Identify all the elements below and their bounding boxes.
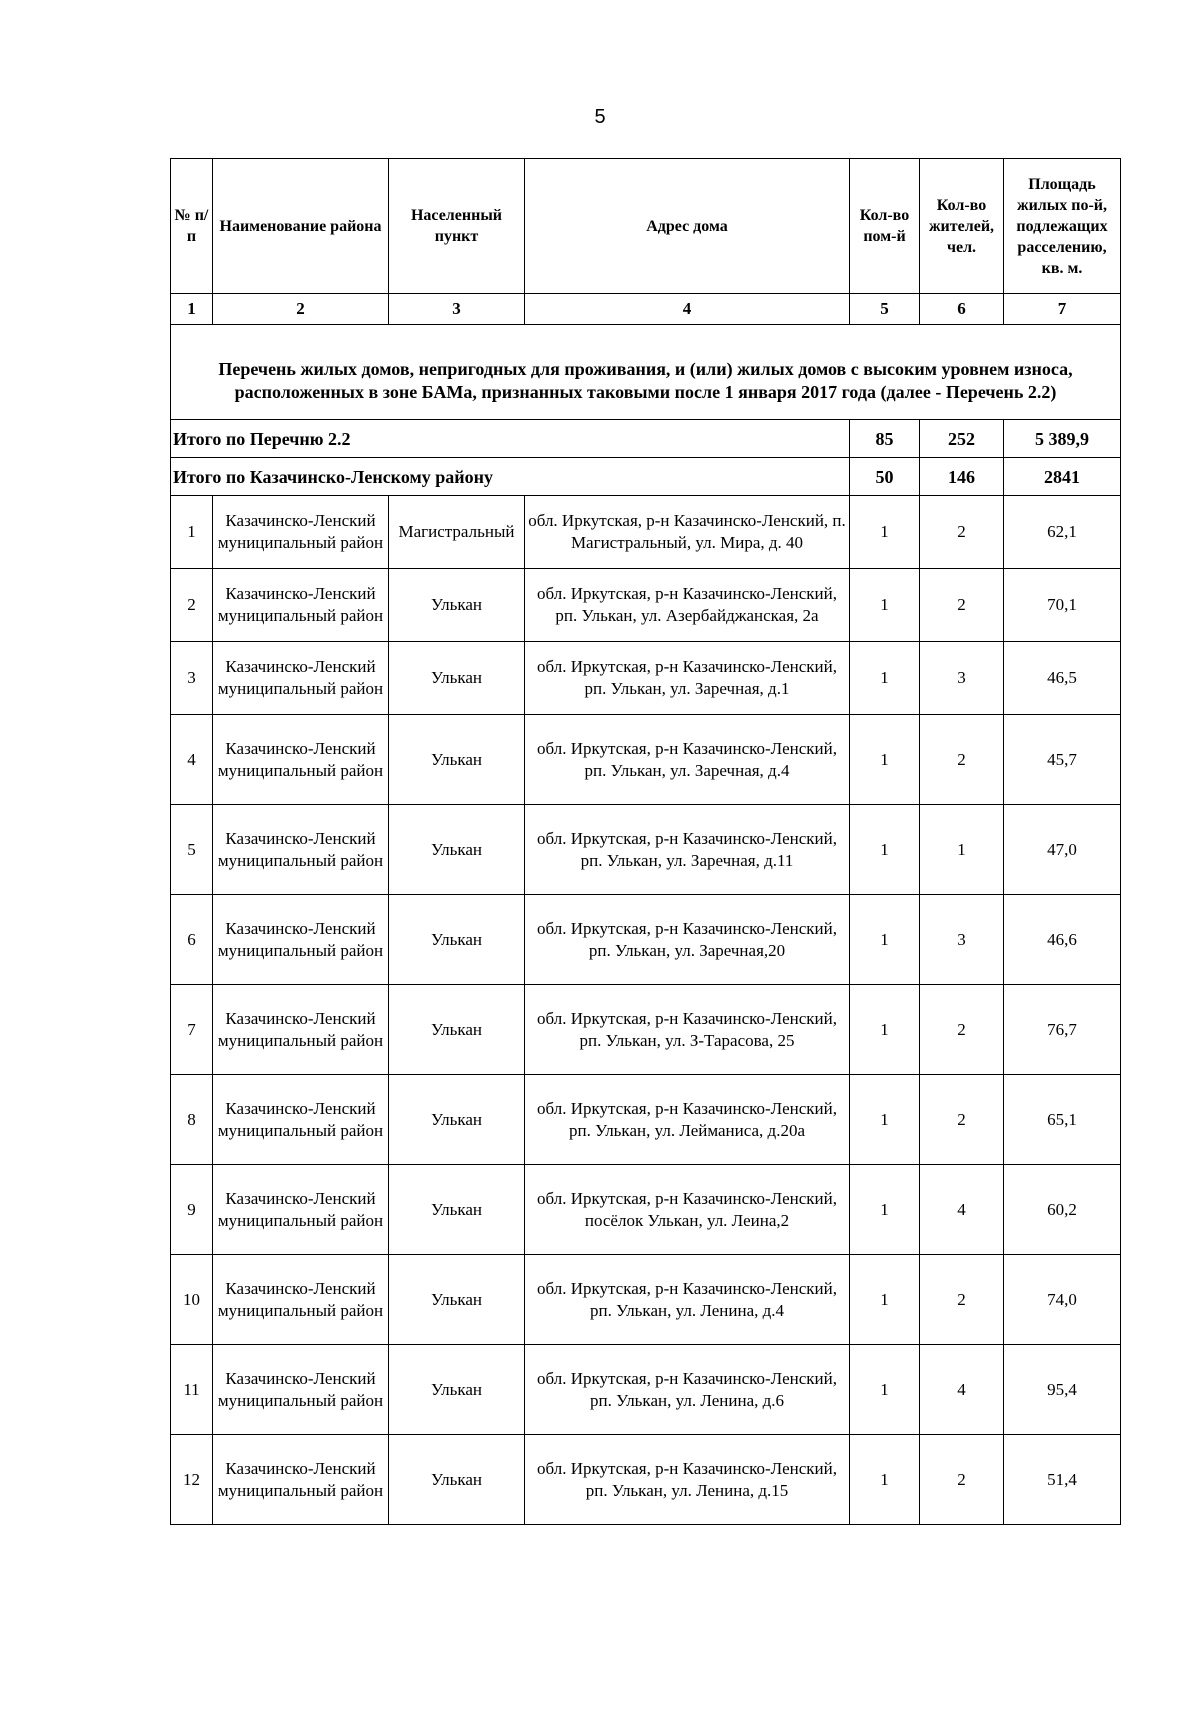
cell-address: обл. Иркутская, р-н Казачинско-Ленский, посёлок Улькан, ул. Леина,2 xyxy=(525,1165,850,1255)
cell-settlement: Улькан xyxy=(389,1345,525,1435)
cell-address: обл. Иркутская, р-н Казачинско-Ленский, рп. Улькан, ул. Азербайджанская, 2а xyxy=(525,569,850,642)
total-list-row xyxy=(171,420,1121,458)
cell-residents: 1 xyxy=(920,805,1004,895)
page-number: 5 xyxy=(594,106,606,128)
cell-area: 51,4 xyxy=(1004,1435,1121,1525)
column-number: 6 xyxy=(920,294,1004,325)
cell-settlement: Улькан xyxy=(389,1075,525,1165)
cell-residents: 2 xyxy=(920,496,1004,569)
cell-rooms: 1 xyxy=(850,1075,920,1165)
cell-num: 12 xyxy=(171,1435,213,1525)
column-numbers-row xyxy=(171,294,1121,325)
cell-num: 3 xyxy=(171,642,213,715)
cell-rooms: 1 xyxy=(850,1435,920,1525)
cell-rooms: 1 xyxy=(850,1345,920,1435)
table-row xyxy=(171,895,1121,985)
total-district-residents: 146 xyxy=(920,458,1004,496)
cell-rooms: 1 xyxy=(850,715,920,805)
cell-area: 62,1 xyxy=(1004,496,1121,569)
cell-rooms: 1 xyxy=(850,642,920,715)
table-row xyxy=(171,642,1121,715)
header-settlement: Населенный пункт xyxy=(389,159,525,294)
cell-residents: 2 xyxy=(920,1435,1004,1525)
cell-residents: 4 xyxy=(920,1165,1004,1255)
header-residents: Кол-во жителей, чел. xyxy=(920,159,1004,294)
cell-settlement: Улькан xyxy=(389,1165,525,1255)
cell-district: Казачинско-Ленский муниципальный район xyxy=(213,1255,389,1345)
cell-area: 70,1 xyxy=(1004,569,1121,642)
cell-residents: 4 xyxy=(920,1345,1004,1435)
cell-area: 65,1 xyxy=(1004,1075,1121,1165)
cell-settlement: Улькан xyxy=(389,895,525,985)
total-district-area: 2841 xyxy=(1004,458,1121,496)
cell-address: обл. Иркутская, р-н Казачинско-Ленский, рп. Улькан, ул. Заречная,20 xyxy=(525,895,850,985)
cell-district: Казачинско-Ленский муниципальный район xyxy=(213,805,389,895)
cell-num: 9 xyxy=(171,1165,213,1255)
cell-district: Казачинско-Ленский муниципальный район xyxy=(213,569,389,642)
cell-rooms: 1 xyxy=(850,496,920,569)
cell-rooms: 1 xyxy=(850,1165,920,1255)
cell-num: 1 xyxy=(171,496,213,569)
header-district: Наименование района xyxy=(213,159,389,294)
cell-rooms: 1 xyxy=(850,1255,920,1345)
cell-settlement: Улькан xyxy=(389,569,525,642)
cell-residents: 3 xyxy=(920,895,1004,985)
cell-settlement: Улькан xyxy=(389,1255,525,1345)
cell-residents: 2 xyxy=(920,715,1004,805)
cell-address: обл. Иркутская, р-н Казачинско-Ленский, рп. Улькан, ул. Ленина, д.15 xyxy=(525,1435,850,1525)
table-header-row xyxy=(171,159,1121,294)
total-district-row xyxy=(171,458,1121,496)
cell-rooms: 1 xyxy=(850,805,920,895)
table-row xyxy=(171,569,1121,642)
cell-district: Казачинско-Ленский муниципальный район xyxy=(213,1165,389,1255)
cell-rooms: 1 xyxy=(850,569,920,642)
column-number: 7 xyxy=(1004,294,1121,325)
cell-num: 6 xyxy=(171,895,213,985)
cell-num: 10 xyxy=(171,1255,213,1345)
header-address: Адрес дома xyxy=(525,159,850,294)
cell-address: обл. Иркутская, р-н Казачинско-Ленский, рп. Улькан, ул. З-Тарасова, 25 xyxy=(525,985,850,1075)
cell-address: обл. Иркутская, р-н Казачинско-Ленский, рп. Улькан, ул. Заречная, д.4 xyxy=(525,715,850,805)
total-list-label: Итого по Перечню 2.2 xyxy=(171,420,850,458)
cell-address: обл. Иркутская, р-н Казачинско-Ленский, рп. Улькан, ул. Заречная, д.1 xyxy=(525,642,850,715)
table-row xyxy=(171,1255,1121,1345)
column-number: 5 xyxy=(850,294,920,325)
cell-district: Казачинско-Ленский муниципальный район xyxy=(213,715,389,805)
spacer-cell xyxy=(171,325,1121,344)
column-number: 3 xyxy=(389,294,525,325)
cell-district: Казачинско-Ленский муниципальный район xyxy=(213,895,389,985)
total-district-rooms: 50 xyxy=(850,458,920,496)
cell-num: 4 xyxy=(171,715,213,805)
cell-residents: 3 xyxy=(920,642,1004,715)
cell-area: 60,2 xyxy=(1004,1165,1121,1255)
housing-register-table xyxy=(170,158,1121,1525)
cell-district: Казачинско-Ленский муниципальный район xyxy=(213,1345,389,1435)
cell-settlement: Улькан xyxy=(389,1435,525,1525)
table-row xyxy=(171,1435,1121,1525)
column-number: 4 xyxy=(525,294,850,325)
table-row xyxy=(171,1345,1121,1435)
table-row xyxy=(171,805,1121,895)
section-title-row xyxy=(171,343,1121,420)
total-list-residents: 252 xyxy=(920,420,1004,458)
column-number: 2 xyxy=(213,294,389,325)
cell-num: 11 xyxy=(171,1345,213,1435)
cell-area: 95,4 xyxy=(1004,1345,1121,1435)
cell-num: 5 xyxy=(171,805,213,895)
cell-address: обл. Иркутская, р-н Казачинско-Ленский, рп. Улькан, ул. Ленина, д.6 xyxy=(525,1345,850,1435)
header-area: Площадь жилых по-й, подлежащих расселению, кв. м. xyxy=(1004,159,1121,294)
cell-area: 47,0 xyxy=(1004,805,1121,895)
total-list-rooms: 85 xyxy=(850,420,920,458)
table-body xyxy=(171,159,1121,1525)
table-row xyxy=(171,496,1121,569)
cell-rooms: 1 xyxy=(850,985,920,1075)
table-row xyxy=(171,715,1121,805)
total-district-label: Итого по Казачинско-Ленскому району xyxy=(171,458,850,496)
cell-residents: 2 xyxy=(920,1075,1004,1165)
cell-settlement: Улькан xyxy=(389,805,525,895)
section-title: Перечень жилых домов, непригодных для проживания, и (или) жилых домов с высоким уровнем износа, расположенных в зоне БАМа, признанных таковыми после 1 января 2017 года (далее - Перечень 2.2) xyxy=(171,343,1121,420)
cell-address: обл. Иркутская, р-н Казачинско-Ленский, рп. Улькан, ул. Лейманиса, д.20а xyxy=(525,1075,850,1165)
header-num: № п/п xyxy=(171,159,213,294)
cell-settlement: Улькан xyxy=(389,642,525,715)
cell-area: 45,7 xyxy=(1004,715,1121,805)
cell-district: Казачинско-Ленский муниципальный район xyxy=(213,1075,389,1165)
cell-settlement: Магистральный xyxy=(389,496,525,569)
total-list-area: 5 389,9 xyxy=(1004,420,1121,458)
cell-district: Казачинско-Ленский муниципальный район xyxy=(213,1435,389,1525)
cell-area: 46,6 xyxy=(1004,895,1121,985)
cell-residents: 2 xyxy=(920,1255,1004,1345)
header-rooms: Кол-во пом-й xyxy=(850,159,920,294)
cell-address: обл. Иркутская, р-н Казачинско-Ленский, п. Магистральный, ул. Мира, д. 40 xyxy=(525,496,850,569)
cell-num: 2 xyxy=(171,569,213,642)
cell-rooms: 1 xyxy=(850,895,920,985)
table-row xyxy=(171,1075,1121,1165)
cell-area: 74,0 xyxy=(1004,1255,1121,1345)
cell-num: 8 xyxy=(171,1075,213,1165)
cell-area: 46,5 xyxy=(1004,642,1121,715)
cell-district: Казачинско-Ленский муниципальный район xyxy=(213,496,389,569)
cell-district: Казачинско-Ленский муниципальный район xyxy=(213,642,389,715)
table-row xyxy=(171,985,1121,1075)
cell-residents: 2 xyxy=(920,985,1004,1075)
cell-district: Казачинско-Ленский муниципальный район xyxy=(213,985,389,1075)
cell-residents: 2 xyxy=(920,569,1004,642)
column-number: 1 xyxy=(171,294,213,325)
cell-settlement: Улькан xyxy=(389,985,525,1075)
cell-address: обл. Иркутская, р-н Казачинско-Ленский, рп. Улькан, ул. Ленина, д.4 xyxy=(525,1255,850,1345)
spacer-row xyxy=(171,325,1121,344)
table-row xyxy=(171,1165,1121,1255)
cell-settlement: Улькан xyxy=(389,715,525,805)
cell-address: обл. Иркутская, р-н Казачинско-Ленский, рп. Улькан, ул. Заречная, д.11 xyxy=(525,805,850,895)
cell-num: 7 xyxy=(171,985,213,1075)
cell-area: 76,7 xyxy=(1004,985,1121,1075)
